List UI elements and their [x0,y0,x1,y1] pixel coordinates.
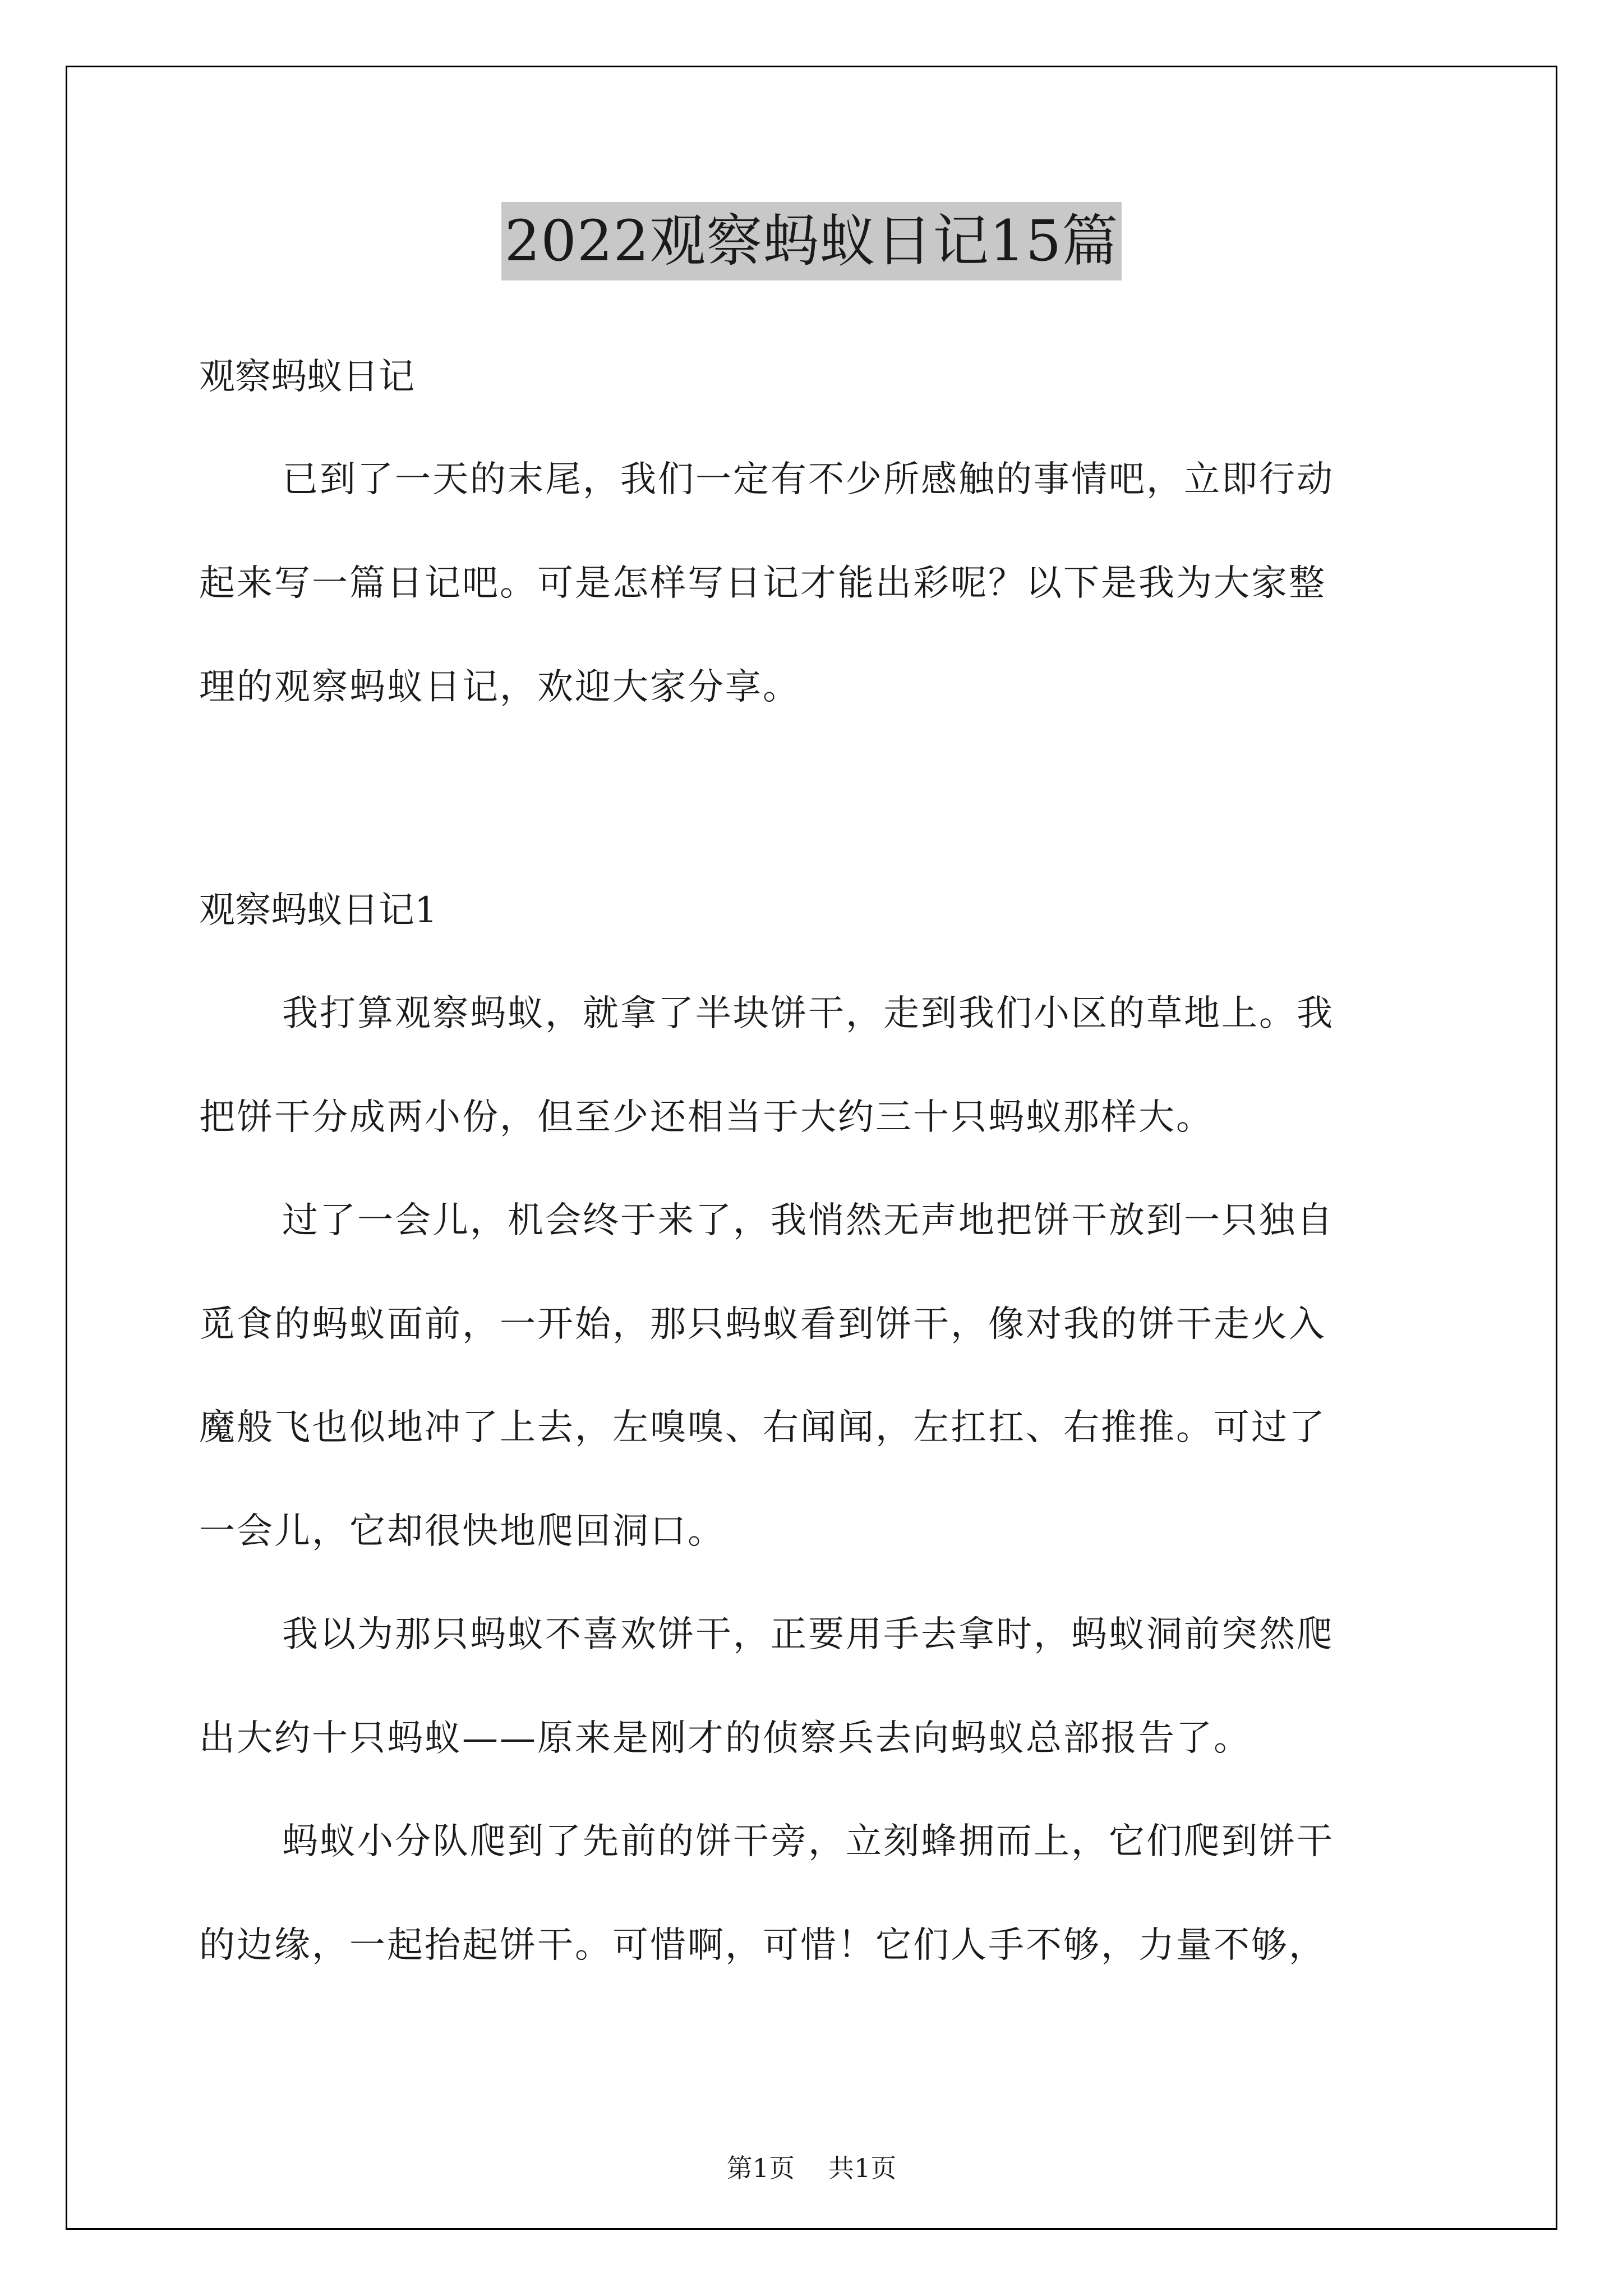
section-heading: 观察蚂蚁日记1 [199,890,437,931]
paragraph-line: 过了一会儿，机会终于来了，我悄然无声地把饼干放到一只独自 [282,1200,1334,1241]
paragraph-line: 我打算观察蚂蚁，就拿了半块饼干，走到我们小区的草地上。我 [282,993,1334,1034]
paragraph-line: 把饼干分成两小份，但至少还相当于大约三十只蚂蚁那样大。 [199,1097,1214,1138]
paragraph-line: 已到了一天的末尾，我们一定有不少所感触的事情吧，立即行动 [282,459,1334,500]
paragraph-line: 我以为那只蚂蚁不喜欢饼干，正要用手去拿时，蚂蚁洞前突然爬 [282,1614,1334,1655]
paragraph-line: 出大约十只蚂蚁——原来是刚才的侦察兵去向蚂蚁总部报告了。 [199,1718,1251,1759]
paragraph-line: 起来写一篇日记吧。可是怎样写日记才能出彩呢？以下是我为大家整 [199,563,1326,604]
paragraph-line: 蚂蚁小分队爬到了先前的饼干旁，立刻蜂拥而上，它们爬到饼干 [282,1821,1334,1862]
paragraph-line: 理的观察蚂蚁日记，欢迎大家分享。 [199,666,800,708]
document-title: 2022观察蚂蚁日记15篇 [501,202,1122,280]
paragraph-line: 的边缘，一起抬起饼干。可惜啊，可惜！它们人手不够，力量不够， [199,1925,1326,1966]
page-footer [0,2151,1623,2185]
paragraph-line: 魔般飞也似地冲了上去，左嗅嗅、右闻闻，左扛扛、右推推。可过了 [199,1407,1326,1448]
page-number-current: 第1页 [726,2153,795,2183]
page-number-total: 共1页 [828,2153,897,2183]
paragraph-line: 觅食的蚂蚁面前，一开始，那只蚂蚁看到饼干，像对我的饼干走火入 [199,1304,1326,1345]
paragraph-line: 一会儿，它却很快地爬回洞口。 [199,1511,725,1552]
title-container [0,202,1623,280]
intro-heading: 观察蚂蚁日记 [199,356,414,398]
